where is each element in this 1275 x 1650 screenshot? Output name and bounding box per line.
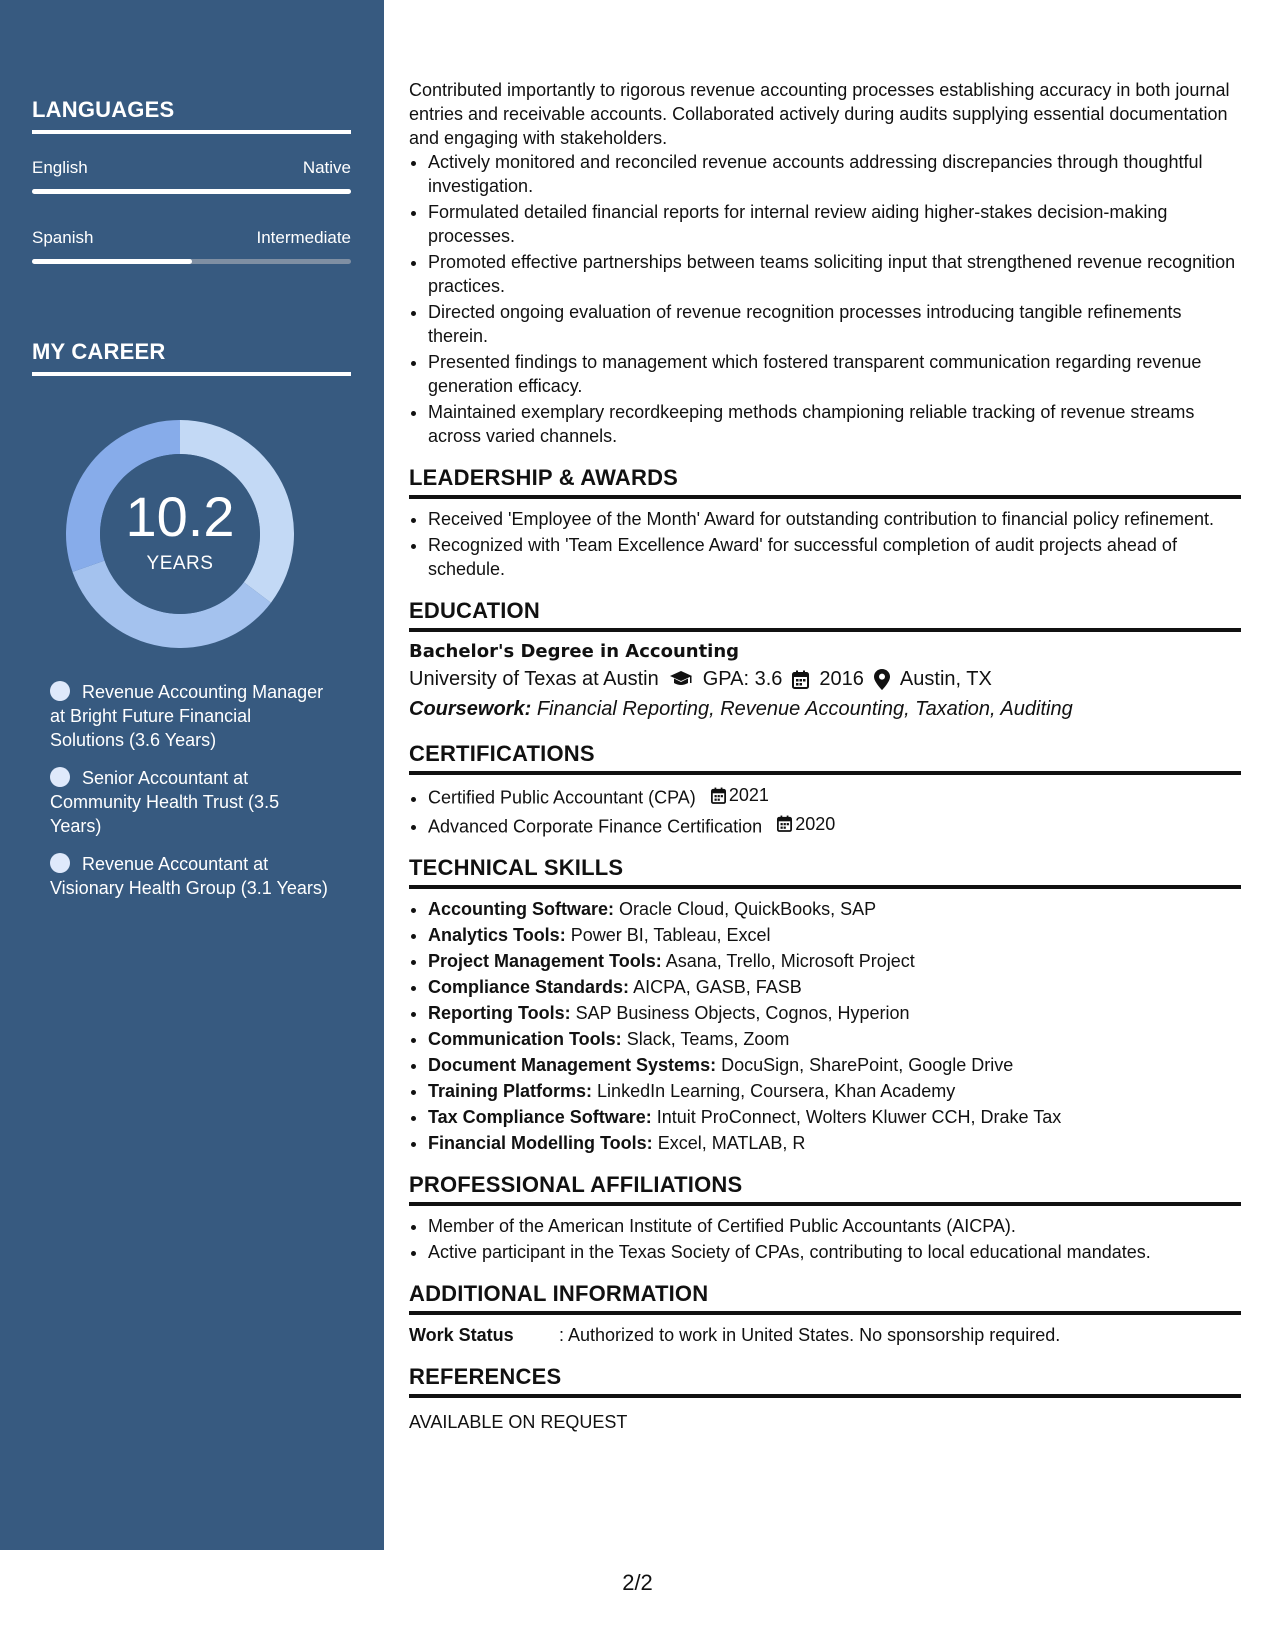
skill-value: Intuit ProConnect, Wolters Kluwer CCH, Drake Tax <box>656 1107 1062 1127</box>
skill-value: DocuSign, SharePoint, Google Drive <box>721 1055 1014 1075</box>
list-item <box>428 812 1241 839</box>
skill-value: AICPA, GASB, FASB <box>633 977 802 997</box>
career-item <box>50 766 330 838</box>
career-total-value: 10.2 <box>125 485 235 548</box>
skill-value: Asana, Trello, Microsoft Project <box>665 951 915 971</box>
career-total-unit: YEARS <box>146 553 214 574</box>
list-item: • Member of the American Institute of Certified Public Accountants (AICPA). <box>428 1214 1241 1238</box>
certification-name: Certified Public Accountant (CPA) <box>428 787 696 808</box>
skills-list <box>409 897 1241 1155</box>
list-item <box>428 1053 1241 1077</box>
skill-label: Communication Tools: <box>428 1029 622 1049</box>
list-item: • Recognized with 'Team Excellence Award' for successful completion of audit projects ahead of schedule. <box>428 533 1241 581</box>
language-bar-fill <box>32 189 351 194</box>
certification-year-text: 2020 <box>795 813 836 834</box>
list-item: • Formulated detailed financial reports for internal review aiding higher-stakes decision-making processes. <box>428 200 1241 248</box>
work-status-row <box>409 1323 1241 1347</box>
skill-value: Excel, MATLAB, R <box>657 1133 806 1153</box>
affiliations-title: PROFESSIONAL AFFILIATIONS <box>409 1173 1241 1206</box>
skill-value: SAP Business Objects, Cognos, Hyperion <box>575 1003 910 1023</box>
education-location: Austin, TX <box>899 668 992 690</box>
page-number: 2/2 <box>622 1570 653 1595</box>
skill-label: Tax Compliance Software: <box>428 1107 652 1127</box>
list-item: • Directed ongoing evaluation of revenue recognition processes introducing tangible refinements therein. <box>428 300 1241 348</box>
career-donut-chart <box>66 420 294 648</box>
list-item <box>428 1105 1241 1129</box>
references-title: REFERENCES <box>409 1365 1241 1398</box>
education-gpa: GPA: 3.6 <box>702 668 783 690</box>
graduation-cap-icon <box>669 670 693 688</box>
career-item-label: Revenue Accountant at Visionary Health Group (3.1 Years) <box>50 854 328 898</box>
work-status-value: : Authorized to work in United States. No sponsorship required. <box>559 1325 1061 1345</box>
certification-year-text: 2021 <box>728 785 769 805</box>
certifications-list <box>409 783 1241 838</box>
list-item <box>428 1131 1241 1155</box>
list-item: • Active participant in the Texas Society of CPAs, contributing to local educational mandates. <box>428 1240 1241 1264</box>
list-item <box>428 897 1241 921</box>
list-item <box>428 1001 1241 1025</box>
list-item <box>428 923 1241 947</box>
experience-bullets <box>409 150 1241 448</box>
list-item: • Promoted effective partnerships between teams soliciting input that strengthened revenue recognition practices. <box>428 250 1241 298</box>
education-details <box>409 664 1241 694</box>
language-bar-fill <box>32 259 192 264</box>
career-heading: MY CAREER <box>32 339 351 376</box>
career-list <box>50 680 330 914</box>
leadership-title: LEADERSHIP & AWARDS <box>409 466 1241 499</box>
career-item-label: Revenue Accounting Manager at Bright Future Financial Solutions (3.6 Years) <box>50 682 324 750</box>
language-name: Spanish <box>32 228 94 247</box>
language-name: English <box>32 158 88 177</box>
certification-year <box>711 783 769 807</box>
sidebar <box>0 0 384 1550</box>
skill-label: Document Management Systems: <box>428 1055 717 1075</box>
education-year: 2016 <box>819 668 864 690</box>
career-dot-icon <box>50 767 70 787</box>
coursework-value: Financial Reporting, Revenue Accounting, Taxation, Auditing <box>536 698 1073 720</box>
list-item <box>428 1079 1241 1103</box>
location-pin-icon <box>874 669 890 690</box>
skill-value: Power BI, Tableau, Excel <box>570 925 771 945</box>
language-row-english <box>32 158 351 178</box>
education-coursework <box>409 694 1241 724</box>
main-content <box>409 78 1241 1434</box>
career-item <box>50 680 330 752</box>
career-dot-icon <box>50 853 70 873</box>
certification-year <box>777 812 835 836</box>
career-item <box>50 852 330 900</box>
education-title: EDUCATION <box>409 599 1241 632</box>
career-item-label: Senior Accountant at Community Health Trust (3.5 Years) <box>50 768 280 836</box>
list-item: • Maintained exemplary recordkeeping methods championing reliable tracking of revenue streams across varied channels. <box>428 400 1241 448</box>
list-item: • Received 'Employee of the Month' Award for outstanding contribution to financial policy refinement. <box>428 507 1241 531</box>
list-item <box>428 1027 1241 1051</box>
list-item <box>428 949 1241 973</box>
skill-label: Analytics Tools: <box>428 925 566 945</box>
skill-label: Financial Modelling Tools: <box>428 1133 653 1153</box>
skill-label: Compliance Standards: <box>428 977 630 997</box>
additional-title: ADDITIONAL INFORMATION <box>409 1282 1241 1315</box>
list-item: • Actively monitored and reconciled revenue accounts addressing discrepancies through thoughtful investigation. <box>428 150 1241 198</box>
calendar-icon <box>792 670 809 689</box>
languages-heading: LANGUAGES <box>32 97 351 134</box>
skill-label: Reporting Tools: <box>428 1003 571 1023</box>
skill-label: Project Management Tools: <box>428 951 662 971</box>
certifications-title: CERTIFICATIONS <box>409 742 1241 775</box>
language-level: Native <box>302 158 351 177</box>
career-dot-icon <box>50 681 70 701</box>
certification-name: Advanced Corporate Finance Certification <box>428 816 763 836</box>
language-bar-spanish <box>32 259 351 264</box>
skills-title: TECHNICAL SKILLS <box>409 856 1241 889</box>
language-row-spanish <box>32 228 351 248</box>
coursework-label: Coursework: <box>409 698 532 720</box>
skill-label: Accounting Software: <box>428 899 615 919</box>
education-school: University of Texas at Austin <box>409 668 659 690</box>
skill-value: Slack, Teams, Zoom <box>626 1029 790 1049</box>
career-donut-center <box>66 420 294 648</box>
work-status-label: Work Status <box>409 1325 514 1345</box>
experience-summary: Contributed importantly to rigorous revenue accounting processes establishing accuracy in both journal entries and receivable accounts. Collaborated actively during audits supplying essential documentation and engaging with stakeholders. <box>409 80 1230 148</box>
skill-value: LinkedIn Learning, Coursera, Khan Academy <box>597 1081 956 1101</box>
list-item <box>428 783 1241 810</box>
skill-value: Oracle Cloud, QuickBooks, SAP <box>619 899 877 919</box>
calendar-icon <box>777 815 792 832</box>
affiliations-list <box>409 1214 1241 1264</box>
list-item <box>428 975 1241 999</box>
leadership-list <box>409 507 1241 581</box>
calendar-icon <box>711 787 726 804</box>
list-item: • Presented findings to management which fostered transparent communication regarding revenue generation efficacy. <box>428 350 1241 398</box>
education-degree: Bachelor's Degree in Accounting <box>409 641 740 662</box>
language-level: Intermediate <box>256 228 351 247</box>
skill-label: Training Platforms: <box>428 1081 593 1101</box>
references-text: AVAILABLE ON REQUEST <box>409 1412 628 1432</box>
language-bar-english <box>32 189 351 194</box>
